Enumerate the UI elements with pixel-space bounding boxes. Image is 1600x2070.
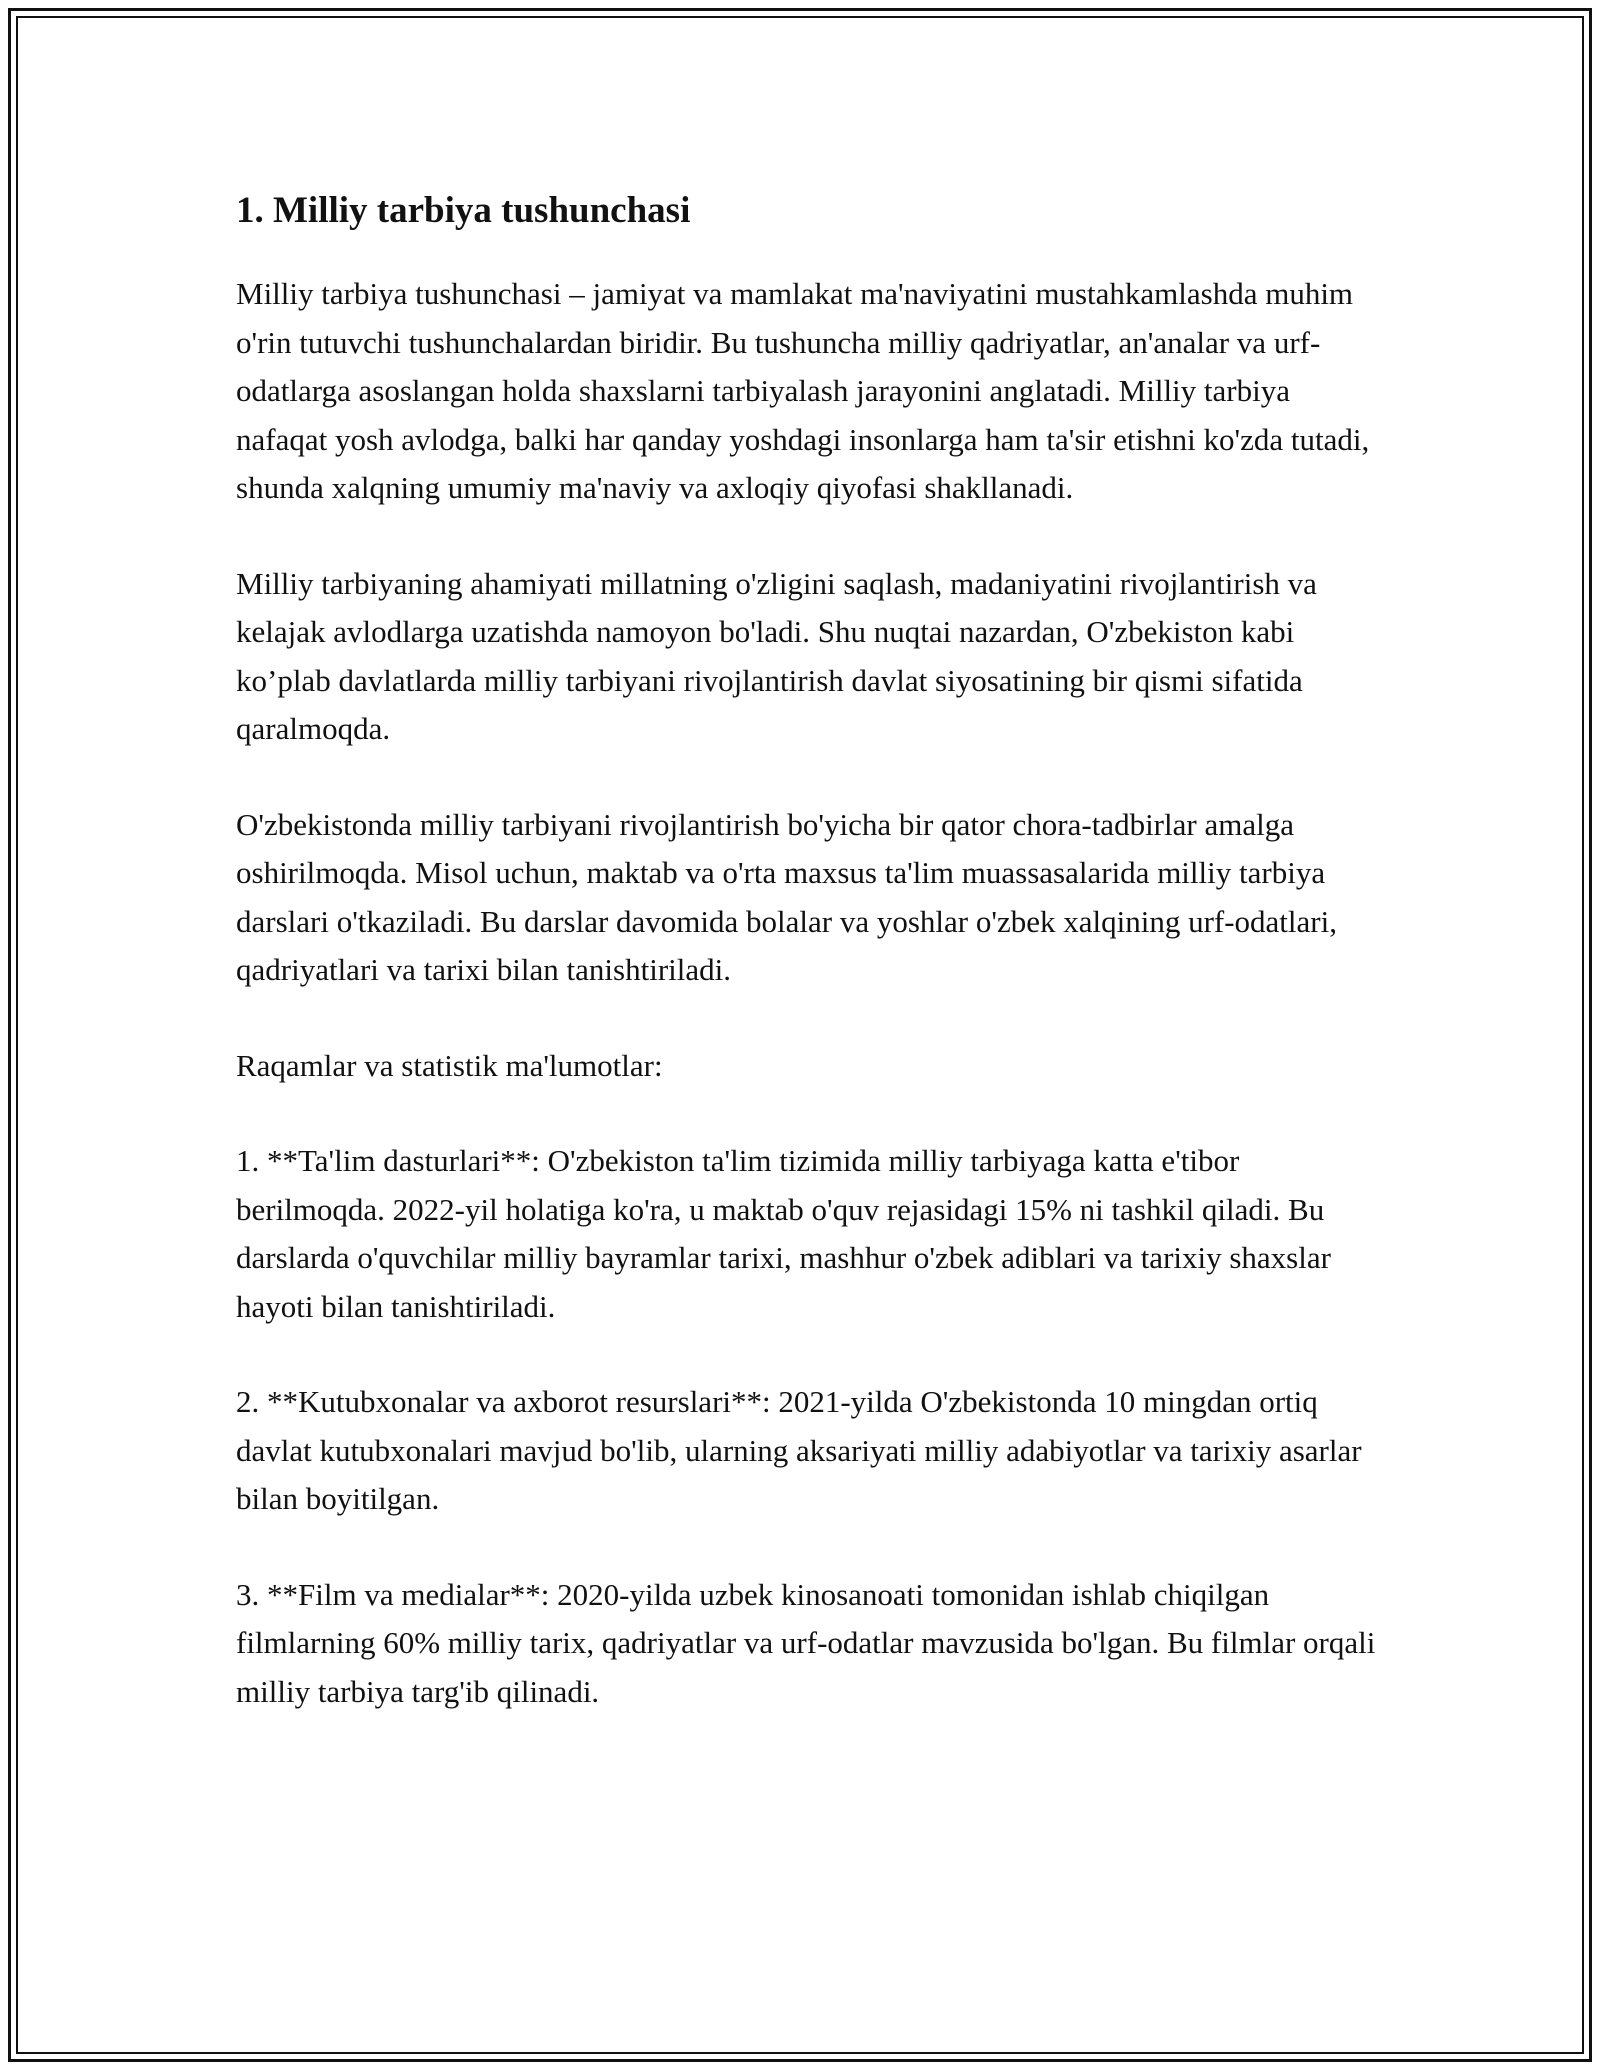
list-item-film: 3. **Film va medialar**: 2020-yilda uzbek kinosanoati tomonidan ishlab chiqilgan filmlarning 60% milliy tarix, qadriyatlar va urf-odatlar mavzusida bo'lgan. Bu filmlar orqali milliy tarbiya targ'ib qilinadi. xyxy=(236,1576,1376,1709)
paragraph-statistics-label: Raqamlar va statistik ma'lumotlar: xyxy=(236,1047,663,1083)
paragraph-importance: Milliy tarbiyaning ahamiyati millatning o'zligini saqlash, madaniyatini rivojlantirish va kelajak avlodlarga uzatishda namoyon bo'ladi. Shu nuqtai nazardan, O'zbekiston kabi ko’plab davlatlarda milliy tarbiyani rivojlantirish davlat siyosatining bir qismi sifatida qaralmoqda. xyxy=(236,565,1317,746)
paragraph-intro: Milliy tarbiya tushunchasi – jamiyat va mamlakat ma'naviyatini mustahkamlashda muhim o'rin tutuvchi tushunchalardan biridir. Bu tushuncha milliy qadriyatlar, an'analar va urf-odatlarga asoslangan holda shaxslarni tarbiyalash jarayonini anglatadi. Milliy tarbiya nafaqat yosh avlodga, balki har qanday yoshdagi insonlarga ham ta'sir etishni ko'zda tutadi, shunda xalqning umumiy ma'naviy va axloqiy qiyofasi shakllanadi. xyxy=(236,276,1370,505)
section-heading: 1. Milliy tarbiya tushunchasi xyxy=(236,190,691,231)
list-item-education: 1. **Ta'lim dasturlari**: O'zbekiston ta'lim tizimida milliy tarbiyaga katta e'tibor berilmoqda. 2022-yil holatiga ko'ra, u maktab o'quv rejasidagi 15% ni tashkil qiladi. Bu darslarda o'quvchilar milliy bayramlar tarixi, mashhur o'zbek adiblari va tarixiy shaxslar hayoti bilan tanishtiriladi. xyxy=(236,1143,1331,1324)
document-body xyxy=(236,186,1386,1763)
list-item-libraries: 2. **Kutubxonalar va axborot resurslari**: 2021-yilda O'zbekistonda 10 mingdan ortiq davlat kutubxonalari mavjud bo'lib, ularning aksariyati milliy adabiyotlar va tarixiy asarlar bilan boyitilgan. xyxy=(236,1384,1362,1516)
paragraph-measures: O'zbekistonda milliy tarbiyani rivojlantirish bo'yicha bir qator chora-tadbirlar amalga oshirilmoqda. Misol uchun, maktab va o'rta maxsus ta'lim muassasalarida milliy tarbiya darslari o'tkaziladi. Bu darslar davomida bolalar va yoshlar o'zbek xalqining urf-odatlari, qadriyatlari va tarixi bilan tanishtiriladi. xyxy=(236,806,1337,987)
